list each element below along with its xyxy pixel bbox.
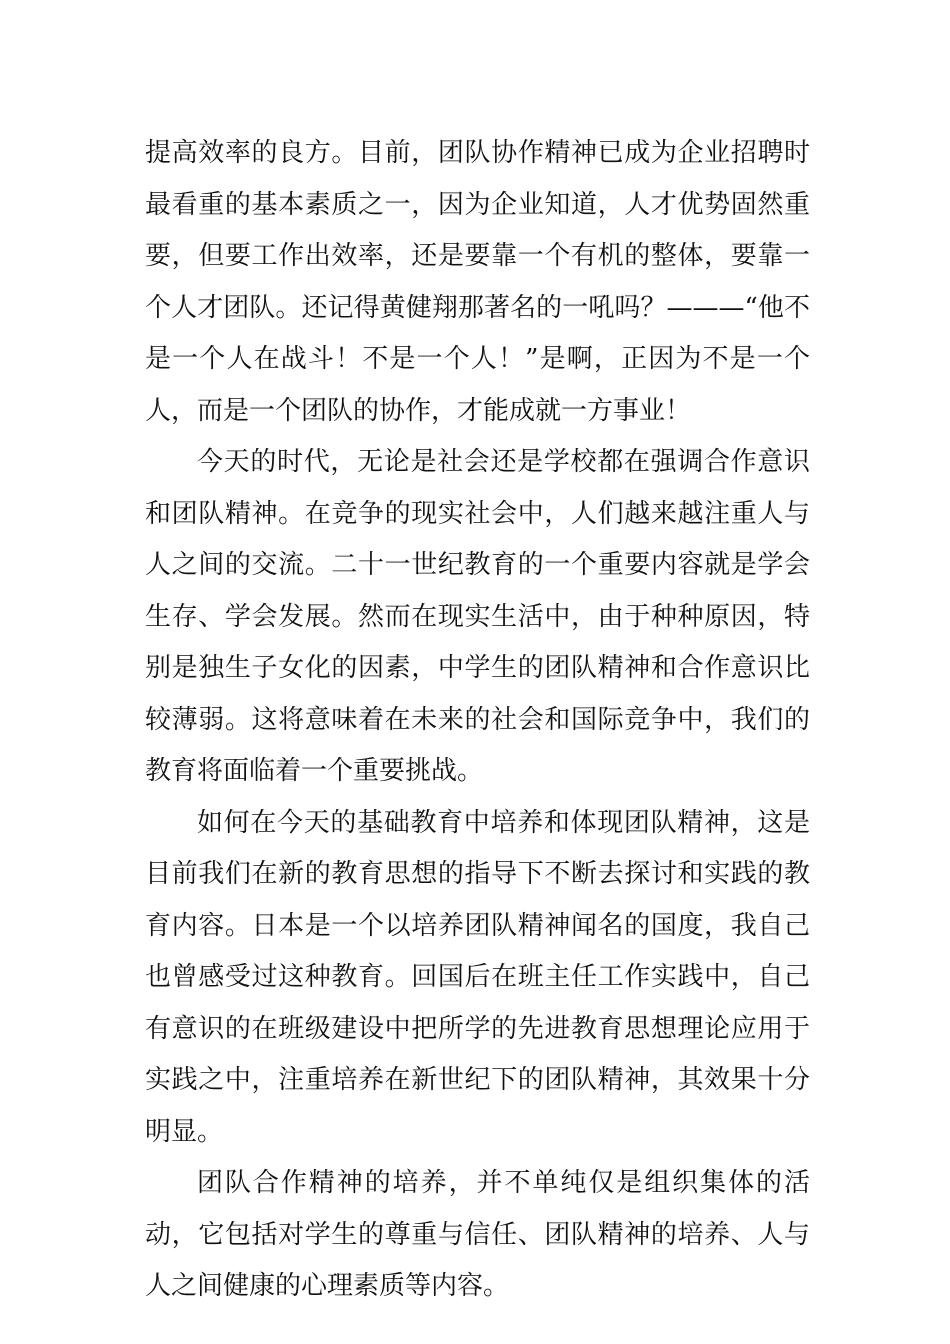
body-text [145, 128, 810, 1313]
paragraph-times: 今天的时代，无论是社会还是学校都在强调合作意识和团队精神。在竞争的现实社会中，人们越来越注重人与人之间的交流。二十一世纪教育的一个重要内容就是学会生存、学会发展。然而在现实生活中，由于种种原因，特别是独生子女化的因素，中学生的团队精神和合作意识比较薄弱。这将意味着在未来的社会和国际竞争中，我们的教育将面临着一个重要挑战。 [145, 447, 810, 786]
paragraph-continued: 提高效率的良方。目前，团队协作精神已成为企业招聘时最看重的基本素质之一，因为企业知道，人才优势固然重要，但要工作出效率，还是要靠一个有机的整体，要靠一个人才团队。还记得黄健翔那著名的一吼吗？———“他不是一个人在战斗！不是一个人！”是啊，正因为不是一个人，而是一个团队的协作，才能成就一方事业！ [145, 138, 810, 426]
paragraph-cultivation: 如何在今天的基础教育中培养和体现团队精神，这是目前我们在新的教育思想的指导下不断去探讨和实践的教育内容。日本是一个以培养团队精神闻名的国度，我自己也曾感受过这种教育。回国后在班主任工作实践中，自己有意识的在班级建设中把所学的先进教育思想理论应用于实践之中，注重培养在新世纪下的团队精神，其效果十分明显。 [145, 807, 810, 1147]
paragraph-team-spirit: 团队合作精神的培养，并不单纯仅是组织集体的活动，它包括对学生的尊重与信任、团队精神的培养、人与人之间健康的心理素质等内容。 [145, 1168, 810, 1301]
